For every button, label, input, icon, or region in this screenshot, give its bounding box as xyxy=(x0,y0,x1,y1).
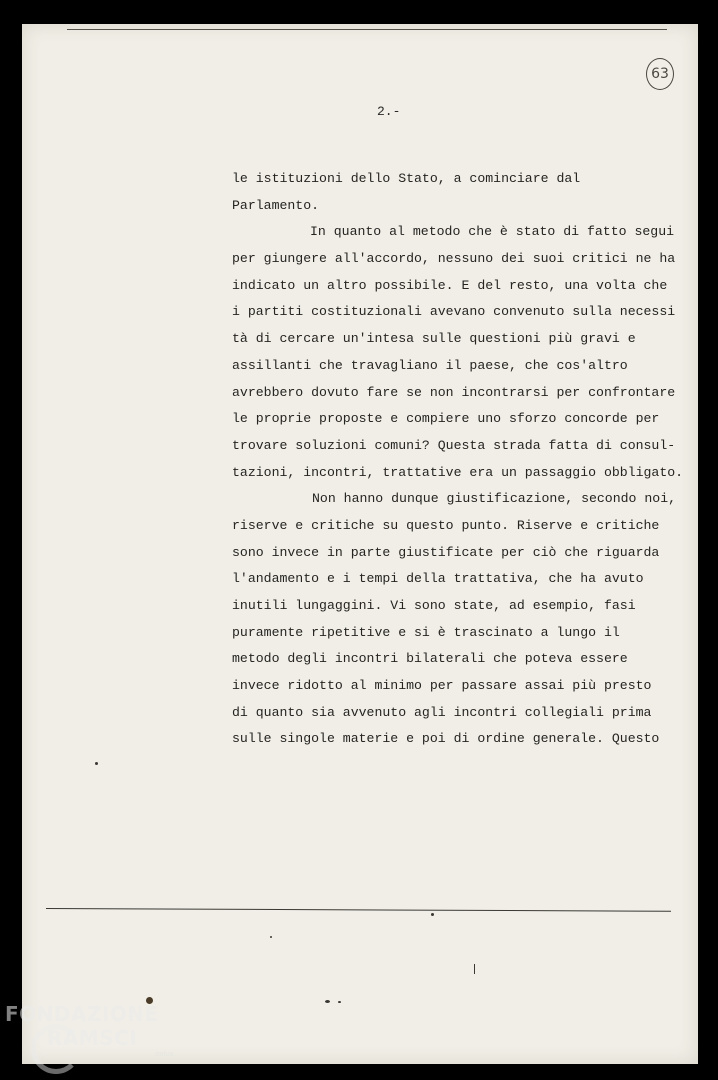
watermark-small-text: onlus xyxy=(155,1050,174,1058)
paper-speck xyxy=(338,1001,341,1003)
paper-speck xyxy=(270,936,272,938)
text-line: l'andamento e i tempi della trattativa, che ha avuto xyxy=(232,571,644,587)
text-line: trovare soluzioni comuni? Questa strada fatta di consul- xyxy=(232,437,676,453)
text-line: di quanto sia avvenuto agli incontri collegiali prima xyxy=(232,704,652,720)
text-line: inutili lungaggini. Vi sono state, ad esempio, fasi xyxy=(232,598,636,613)
body-text xyxy=(232,166,692,753)
text-line: tà di cercare un'intesa sulle questioni più gravi e xyxy=(232,331,636,347)
text-line: sulle singole materie e poi di ordine generale. Questo xyxy=(232,731,660,747)
text-line: riserve e critiche su questo punto. Riserve e critiche xyxy=(232,517,660,533)
text-line: assillanti che travagliano il paese, che cos'altro xyxy=(232,357,628,373)
text-line: puramente ripetitive e si è trascinato a lungo il xyxy=(232,624,620,640)
paper-speck xyxy=(474,964,475,974)
document-page xyxy=(22,24,698,1064)
text-line: sono invece in parte giustificate per ciò che riguarda xyxy=(232,544,660,560)
text-line: indicato un altro possibile. E del resto, una volta che xyxy=(232,277,668,293)
top-edge-line xyxy=(67,29,667,30)
text-line: invece ridotto al minimo per passare assai più presto xyxy=(232,678,652,694)
text-line: metodo degli incontri bilaterali che poteva essere xyxy=(232,651,628,667)
watermark-line-1: FONDAZIONE xyxy=(5,1002,159,1026)
bottom-rule-line xyxy=(46,908,671,912)
text-line: Parlamento. xyxy=(232,197,320,213)
watermark-line-2: RAMSCI xyxy=(47,1026,138,1050)
text-line: i partiti costituzionali avevano convenuto sulla necessi xyxy=(232,304,676,320)
text-line: In quanto al metodo che è stato di fatto segui xyxy=(310,224,675,240)
paper-speck xyxy=(325,1000,330,1003)
paper-speck xyxy=(95,762,98,765)
text-line: per giungere all'accordo, nessuno dei suoi critici ne ha xyxy=(232,251,676,267)
folio-number: 63 xyxy=(646,58,674,90)
text-line: avrebbero dovuto fare se non incontrarsi per confrontare xyxy=(232,384,676,400)
text-line: le proprie proposte e compiere uno sforzo concorde per xyxy=(232,411,660,427)
text-line: tazioni, incontri, trattative era un passaggio obbligato. xyxy=(232,464,684,480)
fondazione-gramsci-watermark xyxy=(5,1000,180,1076)
page-number: 2.- xyxy=(377,104,401,119)
text-line: Non hanno dunque giustificazione, secondo noi, xyxy=(312,491,677,507)
text-line: le istituzioni dello Stato, a cominciare dal xyxy=(232,171,581,186)
paper-speck xyxy=(431,913,434,916)
